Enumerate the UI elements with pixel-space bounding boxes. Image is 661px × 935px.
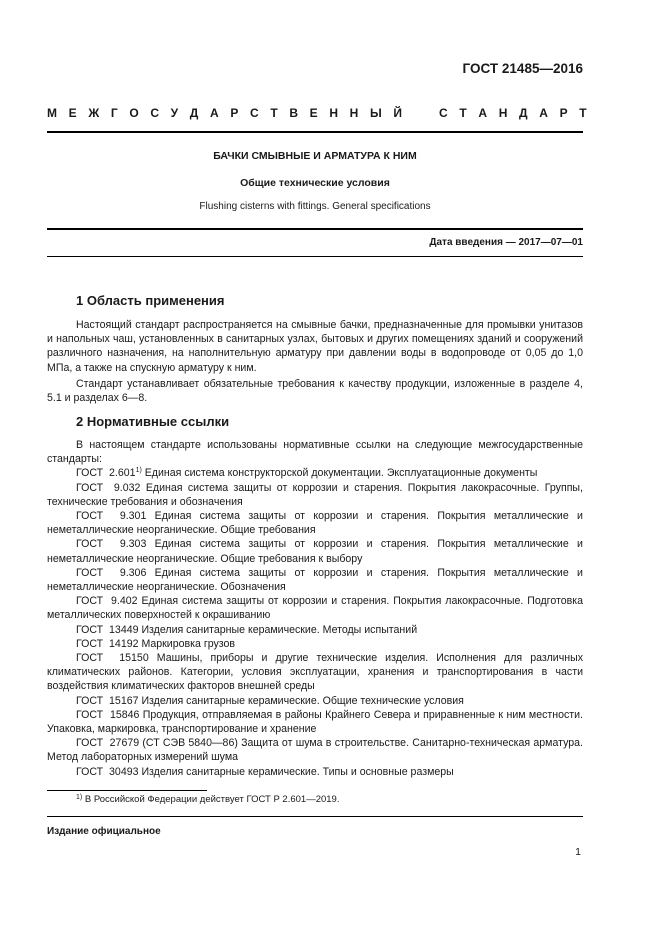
banner-letter: М (47, 106, 58, 120)
section-2-intro: В настоящем стандарте использованы нормативные ссылки на следующие межгосударственные стандарты: (47, 439, 583, 466)
reference-code: ГОСТ 27679 (76, 737, 140, 750)
banner-letter: Н (329, 106, 339, 120)
section-1-paragraph: Стандарт устанавливает обязательные требования к качеству продукции, изложенные в разделе 4, 5.1 и разделах 6—8. (47, 377, 583, 405)
reference-item (47, 566, 583, 594)
reference-title: Единая система защиты от коррозии и старения. Покрытия металлические и неметаллические неорганические. Общие требования к выбору (47, 538, 583, 565)
banner-letter: Т (270, 106, 278, 120)
reference-code: ГОСТ 13449 (76, 623, 139, 636)
banner-letter: С (249, 106, 259, 120)
reference-title: Единая система защиты от коррозии и старения. Покрытия металлические и неметаллические неорганические. Общие требования (47, 510, 583, 537)
banner-letter: Г (110, 106, 118, 120)
reference-title: Изделия санитарные керамические. Методы испытаний (138, 623, 418, 636)
banner-letter: Ж (88, 106, 100, 120)
header-rule (47, 131, 583, 133)
reference-title: Маркировка грузов (138, 637, 236, 650)
edition-note: Издание официальное (47, 826, 161, 837)
document-code: ГОСТ 21485—2016 (462, 61, 583, 76)
interstate-standard-banner (47, 106, 587, 120)
reference-title: Единая система защиты от коррозии и старения. Покрытия лакокрасочные. Подготовка металлических поверхностей к окрашиванию (47, 595, 583, 622)
section-1-paragraph: Настоящий стандарт распространяется на смывные бачки, предназначенные для промывки унитазов и напольных чаш, установленных в санитарных узлах, бытовых и других помещениях зданий и сооружений различного назначения, на наполнительную арматуру при давлении воды в водопроводе от 0,05 до 1,0 МПа, а также на спускную арматуру к ним. (47, 319, 583, 374)
reference-item (47, 765, 583, 779)
footnote (76, 794, 339, 805)
banner-letter: С (439, 106, 449, 120)
banner-letter: Е (309, 106, 318, 120)
reference-item (47, 466, 583, 480)
reference-code: ГОСТ 15846 (76, 708, 140, 721)
title-rule (47, 228, 583, 230)
document-subtitle: Общие технические условия (240, 177, 390, 189)
reference-title: Продукция, отправляемая в районы Крайнего Севера и приравненные к ним местности. Упаковка, маркировка, транспортирование и хранение (47, 708, 583, 736)
english-title: Flushing cisterns with fittings. General specifications (199, 201, 431, 212)
footnote-mark: 1) (76, 794, 83, 801)
reference-code: ГОСТ 9.402 (76, 595, 138, 608)
reference-code: ГОСТ 30493 (76, 765, 139, 778)
banner-letter: Р (230, 106, 239, 120)
reference-code: ГОСТ 2.601 (76, 467, 136, 480)
reference-code: ГОСТ 14192 (76, 637, 139, 650)
banner-letter: В (289, 106, 299, 120)
reference-item (47, 694, 583, 708)
banner-letter: Ы (369, 106, 383, 120)
effective-date: Дата введения — 2017—07—01 (429, 237, 583, 248)
reference-list (47, 466, 583, 778)
reference-code: ГОСТ 15150 (76, 652, 149, 665)
banner-gap (414, 106, 428, 120)
banner-letter: Т (459, 106, 468, 120)
reference-title: Машины, приборы и другие технические изделия. Исполнения для различных климатических районов. Категории, условия эксплуатации, хранения и транспортирования в части воздействия климатических факторов внешней среды (47, 652, 583, 693)
section-2-body (47, 438, 583, 779)
footer-rule (47, 816, 583, 817)
date-rule (47, 256, 583, 257)
reference-title: Единая система конструкторской документации. Эксплуатационные документы (141, 467, 538, 480)
banner-letter: Н (349, 106, 359, 120)
reference-item (47, 623, 583, 637)
footnote-rule (47, 790, 207, 791)
banner-letter: Н (498, 106, 508, 120)
banner-letter: Р (559, 106, 568, 120)
reference-item (47, 481, 583, 509)
banner-letter: Т (579, 106, 587, 120)
footnote-text: В Российской Федерации действует ГОСТ Р 2.601—2019. (82, 794, 340, 805)
banner-letter: А (209, 106, 219, 120)
banner-letter: Д (519, 106, 528, 120)
document-title: БАЧКИ СМЫВНЫЕ И АРМАТУРА К НИМ (213, 150, 417, 162)
banner-letter: А (478, 106, 488, 120)
reference-footnote-mark: 1) (135, 467, 142, 475)
reference-item (47, 736, 583, 764)
banner-letter: Е (68, 106, 77, 120)
banner-letter: Д (189, 106, 199, 120)
reference-title: Изделия санитарные керамические. Общие технические условия (138, 694, 464, 707)
banner-letter: Й (393, 106, 403, 120)
reference-code: ГОСТ 9.032 (76, 481, 141, 494)
banner-letter: У (170, 106, 179, 120)
reference-item (47, 651, 583, 694)
reference-title: Изделия санитарные керамические. Типы и основные размеры (138, 765, 454, 778)
reference-item (47, 509, 583, 537)
reference-title: Единая система защиты от коррозии и старения. Покрытия лакокрасочные. Группы, технические требования и обозначения (47, 481, 583, 508)
banner-letter: О (129, 106, 139, 120)
reference-item (47, 708, 583, 736)
reference-item (47, 637, 583, 651)
section-2-heading: 2 Нормативные ссылки (76, 414, 230, 429)
reference-item (47, 594, 583, 622)
section-1-heading: 1 Область применения (76, 293, 225, 308)
reference-title: (СТ СЭВ 5840—86) Защита от шума в строительстве. Санитарно-техническая арматура. Метод лабораторных измерений шума (47, 737, 583, 764)
reference-title: Единая система защиты от коррозии и старения. Покрытия металлические и неметаллические неорганические. Обозначения (47, 566, 583, 594)
reference-item (47, 537, 583, 565)
page-number: 1 (575, 846, 581, 858)
reference-code: ГОСТ 9.303 (76, 538, 147, 551)
reference-code: ГОСТ 9.301 (76, 510, 147, 523)
banner-letter: С (150, 106, 160, 120)
reference-code: ГОСТ 15167 (76, 694, 139, 707)
section-1-body (47, 318, 583, 405)
reference-code: ГОСТ 9.306 (76, 566, 147, 579)
banner-letter: А (539, 106, 549, 120)
